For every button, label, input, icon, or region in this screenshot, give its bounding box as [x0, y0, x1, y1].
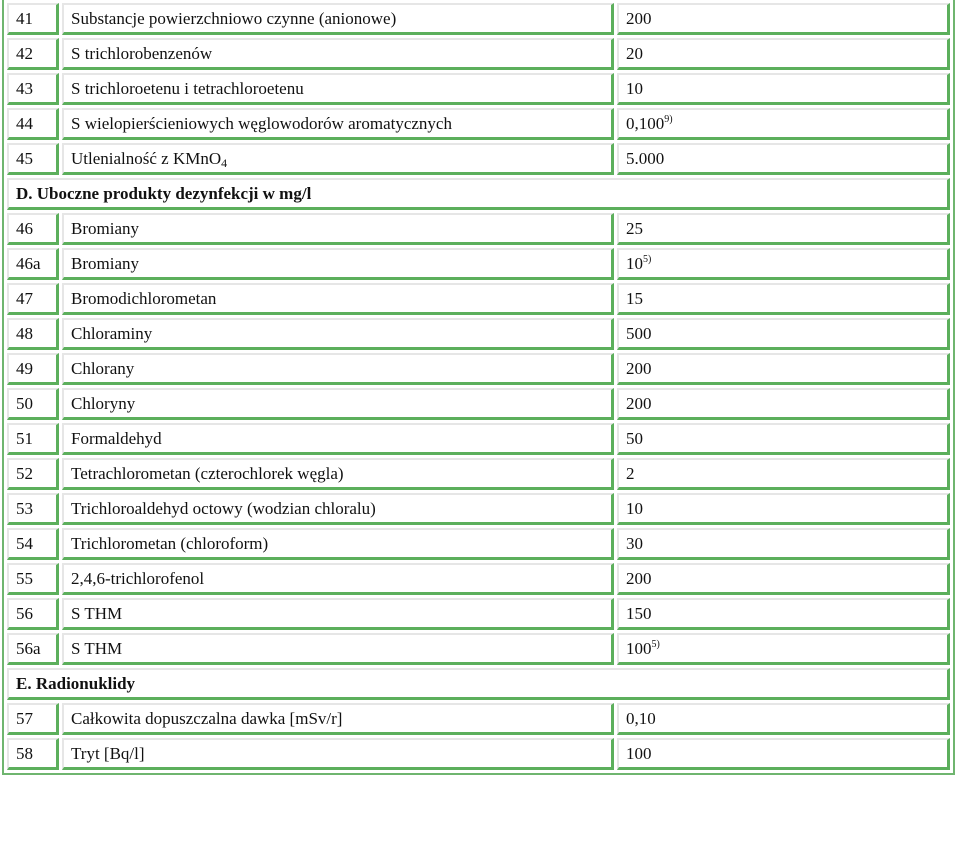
limit-value-cell	[617, 3, 950, 35]
parameter-name: Substancje powierzchniowo czynne (anionowe)	[71, 8, 397, 28]
parameter-name-cell	[62, 703, 614, 735]
table-row	[7, 318, 950, 350]
limit-value: 10	[626, 498, 643, 518]
parameter-name-cell	[62, 563, 614, 595]
limit-value: 100	[626, 743, 652, 763]
table-row	[7, 38, 950, 70]
row-number-cell: 57	[7, 703, 59, 735]
limit-value-cell	[617, 493, 950, 525]
limit-value-cell	[617, 458, 950, 490]
limit-value-cell	[617, 563, 950, 595]
parameter-name: S trichlorobenzenów	[71, 43, 213, 63]
parameter-name: 2,4,6-trichlorofenol	[71, 568, 205, 588]
row-number-cell: 56	[7, 598, 59, 630]
limit-value-cell	[617, 388, 950, 420]
table-row	[7, 703, 950, 735]
row-number-cell: 46a	[7, 248, 59, 280]
limit-value: 20	[626, 43, 643, 63]
limit-value: 10	[626, 78, 643, 98]
parameter-name-cell	[62, 283, 614, 315]
table-row	[7, 598, 950, 630]
parameter-name: Formaldehyd	[71, 428, 162, 448]
row-number-cell: 41	[7, 3, 59, 35]
table-row	[7, 108, 950, 140]
parameter-name: Chloraminy	[71, 323, 153, 343]
limit-value: 15	[626, 288, 643, 308]
parameter-name: S trichloroetenu i tetrachloroetenu	[71, 78, 304, 98]
table-body	[7, 3, 950, 770]
table-row	[7, 353, 950, 385]
limit-value-cell	[617, 248, 950, 280]
row-number-cell: 54	[7, 528, 59, 560]
parameter-name-cell	[62, 318, 614, 350]
table-row	[7, 213, 950, 245]
row-number-cell: 50	[7, 388, 59, 420]
table-row	[7, 388, 950, 420]
limit-value: 0,100	[626, 113, 665, 133]
limit-value: 0,10	[626, 708, 656, 728]
row-number-cell: 49	[7, 353, 59, 385]
table-row	[7, 3, 950, 35]
row-number-cell: 53	[7, 493, 59, 525]
limit-value-cell	[617, 283, 950, 315]
parameter-name: S THM	[71, 603, 123, 623]
footnote-marker: 5)	[651, 638, 660, 650]
limit-value: 150	[626, 603, 652, 623]
table-row	[7, 563, 950, 595]
limit-value-cell	[617, 738, 950, 770]
parameter-name-cell	[62, 423, 614, 455]
limit-value: 30	[626, 533, 643, 553]
section-header-row	[7, 178, 950, 210]
parameters-table	[2, 0, 955, 775]
row-number-cell: 47	[7, 283, 59, 315]
parameter-name-cell	[62, 493, 614, 525]
row-number-cell: 45	[7, 143, 59, 175]
table-row	[7, 633, 950, 665]
limit-value: 5.000	[626, 148, 665, 168]
limit-value-cell	[617, 353, 950, 385]
limit-value: 2	[626, 463, 635, 483]
parameter-name-cell	[62, 528, 614, 560]
limit-value: 200	[626, 393, 652, 413]
parameter-name: Trichloroaldehyd octowy (wodzian chloralu)	[71, 498, 376, 518]
limit-value: 100	[626, 638, 652, 658]
limit-value-cell	[617, 703, 950, 735]
row-number-cell: 51	[7, 423, 59, 455]
parameter-name-subscript: 4	[221, 155, 228, 170]
row-number-cell: 56a	[7, 633, 59, 665]
parameter-name-cell	[62, 458, 614, 490]
parameter-name: Bromiany	[71, 253, 139, 273]
parameter-name: Chloryny	[71, 393, 136, 413]
limit-value-cell	[617, 318, 950, 350]
limit-value-cell	[617, 73, 950, 105]
table-row	[7, 73, 950, 105]
limit-value-cell	[617, 143, 950, 175]
limit-value-cell	[617, 38, 950, 70]
parameter-name: Bromodichlorometan	[71, 288, 217, 308]
limit-value: 200	[626, 568, 652, 588]
parameter-name: Tetrachlorometan (czterochlorek węgla)	[71, 463, 344, 483]
parameter-name-cell	[62, 738, 614, 770]
row-number-cell: 46	[7, 213, 59, 245]
parameter-name: Całkowita dopuszczalna dawka [mSv/r]	[71, 708, 343, 728]
table-row	[7, 283, 950, 315]
limit-value-cell	[617, 633, 950, 665]
table-row	[7, 248, 950, 280]
limit-value-cell	[617, 528, 950, 560]
parameter-name: S wielopierścieniowych węglowodorów aromatycznych	[71, 113, 452, 133]
parameter-name: Bromiany	[71, 218, 139, 238]
limit-value: 50	[626, 428, 643, 448]
section-title: D. Uboczne produkty dezynfekcji w mg/l	[7, 178, 950, 210]
parameter-name-cell	[62, 353, 614, 385]
table-row	[7, 143, 950, 175]
limit-value: 10	[626, 253, 643, 273]
parameter-name: Tryt [Bq/l]	[71, 743, 145, 763]
section-title: E. Radionuklidy	[7, 668, 950, 700]
row-number-cell: 55	[7, 563, 59, 595]
table-row	[7, 738, 950, 770]
limit-value-cell	[617, 213, 950, 245]
parameter-name-cell	[62, 598, 614, 630]
parameter-name: S THM	[71, 638, 123, 658]
parameter-name: Trichlorometan (chloroform)	[71, 533, 269, 553]
parameter-name-cell	[62, 38, 614, 70]
row-number-cell: 43	[7, 73, 59, 105]
parameter-name-cell	[62, 108, 614, 140]
parameter-name-cell	[62, 248, 614, 280]
limit-value: 500	[626, 323, 652, 343]
parameter-name-cell	[62, 143, 614, 175]
table-row	[7, 493, 950, 525]
section-header-row	[7, 668, 950, 700]
parameter-name-cell	[62, 213, 614, 245]
limit-value: 200	[626, 8, 652, 28]
table-row	[7, 423, 950, 455]
parameter-name-cell	[62, 633, 614, 665]
row-number-cell: 48	[7, 318, 59, 350]
row-number-cell: 52	[7, 458, 59, 490]
parameter-name-cell	[62, 388, 614, 420]
limit-value: 25	[626, 218, 643, 238]
table-row	[7, 458, 950, 490]
footnote-marker: 5)	[643, 253, 652, 265]
limit-value-cell	[617, 108, 950, 140]
limit-value: 200	[626, 358, 652, 378]
limit-value-cell	[617, 598, 950, 630]
limit-value-cell	[617, 423, 950, 455]
row-number-cell: 58	[7, 738, 59, 770]
parameter-name: Utlenialność z KMnO	[71, 148, 222, 168]
footnote-marker: 9)	[664, 113, 673, 125]
table-row	[7, 528, 950, 560]
parameter-name-cell	[62, 3, 614, 35]
row-number-cell: 42	[7, 38, 59, 70]
row-number-cell: 44	[7, 108, 59, 140]
parameter-name-cell	[62, 73, 614, 105]
parameter-name: Chlorany	[71, 358, 135, 378]
